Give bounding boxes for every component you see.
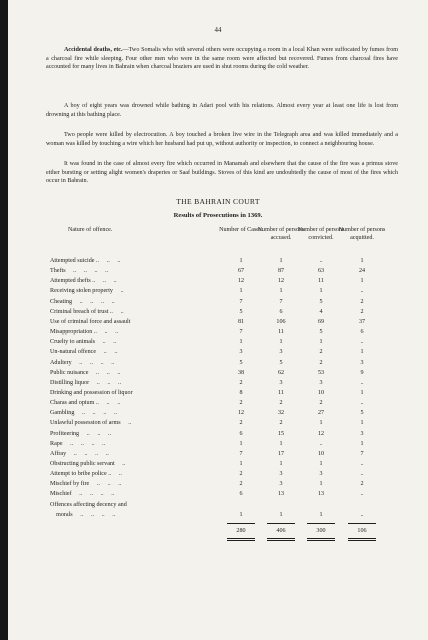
table-header-cases: Number of Cases. (219, 227, 263, 233)
table-cell-acquitted: .. (360, 339, 364, 346)
table-cell-cases: 2 (239, 420, 243, 427)
document-page (8, 0, 428, 640)
table-cell-cases: 12 (237, 278, 245, 285)
table-cell-acquitted: 1 (360, 389, 364, 396)
table-rule-acquitted (348, 523, 376, 524)
table-row-label: Mischief .. .. .. .. (50, 491, 115, 498)
paragraph-heading: Accidental deaths, etc. (64, 47, 123, 53)
table-cell-accused: 1 (279, 258, 283, 264)
table-cell-accused: 1 (279, 511, 283, 518)
table-cell-convicted: 5 (319, 298, 323, 305)
table-row-label: Attempted thefts .. .. .. (50, 278, 117, 285)
table-cell-accused: 1 (279, 461, 283, 467)
table-cell-convicted: .. (319, 258, 323, 264)
table-rule-cases (227, 523, 255, 524)
table-row-label: Mischief by fire .. .. .. (50, 481, 122, 488)
table-cell-cases: 1 (239, 511, 243, 518)
table-row-label: Adultery .. .. .. .. (50, 359, 115, 366)
table-cell-cases: 12 (237, 410, 245, 417)
table-cell-convicted: 13 (317, 491, 325, 498)
table-cell-accused: 11 (278, 329, 284, 336)
table-cell-cases: 7 (239, 450, 243, 457)
table-cell-acquitted: 5 (360, 410, 364, 417)
table-cell-acquitted: 2 (360, 308, 364, 315)
table-row-label: Cheating .. .. .. .. (50, 298, 115, 305)
table-cell-accused: 17 (277, 450, 285, 457)
table-cell-accused: 2 (279, 420, 283, 427)
table-row-label: Use of criminal force and assault (50, 318, 131, 325)
table-row-label: Public nuisance .. .. .. (50, 369, 121, 376)
table-cell-acquitted: 1 (360, 349, 364, 356)
table-cell-convicted: .. (319, 440, 323, 447)
table-cell-convicted: 2 (319, 359, 323, 366)
table-cell-convicted: 1 (319, 420, 323, 427)
table-cell-cases: 67 (237, 268, 245, 275)
table-cell-convicted: 12 (317, 430, 325, 437)
table-cell-convicted: 1 (319, 288, 323, 295)
table-cell-cases: 81 (237, 318, 245, 325)
table-row-label: Attempt to bribe police .. .. (50, 471, 122, 478)
table-total-underline-cases (227, 538, 255, 539)
paragraph-fires: It was found in the case of almost every fire which occurred in Manamah and elsewhere that the cause of the fire was a primus stove either bursting or setting alight women's draperies or Saaf buildings. Stoves of this kind are undoubtedly the cause of most of the fires which occur in Bahrain. (46, 161, 398, 185)
table-cell-cases: 2 (239, 400, 243, 407)
table-rule-accused (267, 523, 295, 524)
table-cell-acquitted: .. (360, 461, 364, 467)
table-cell-acquitted: 1 (360, 278, 364, 285)
table-cell-acquitted: .. (360, 511, 364, 518)
table-total-underline-accused (267, 538, 295, 539)
table-row-label: Criminal breach of trust .. .. (50, 308, 124, 315)
table-cell-convicted: 5 (319, 329, 323, 336)
table-total-underline2-convicted (307, 540, 335, 541)
table-row-label: Distilling liquor .. .. .. (50, 379, 122, 386)
table-cell-cases: 3 (239, 349, 243, 356)
table-total-cases: 280 (236, 527, 246, 534)
table-rule-convicted (307, 523, 335, 524)
table-cell-cases: 2 (239, 481, 243, 488)
table-row-label: Affray .. .. .. .. (50, 450, 109, 457)
table-cell-convicted: 10 (317, 389, 325, 396)
table-row-label: Cruelty to animals .. .. (50, 339, 117, 346)
table-total-underline2-acquitted (348, 540, 376, 541)
table-cell-cases: 2 (239, 471, 243, 478)
table-header-offence: Nature of offence. (68, 227, 113, 233)
table-cell-accused: 1 (279, 339, 283, 346)
table-cell-convicted: 2 (319, 400, 323, 407)
paragraph-drowning: A boy of eight years was drowned while bathing in Adari pool with his relations. Almost every year at least one life is lost from drowning at this bathing place. (46, 103, 398, 118)
table-row-label: Obstructing public servant .. (50, 461, 126, 467)
table-cell-convicted: 2 (319, 349, 323, 356)
table-cell-accused: 2 (279, 400, 283, 407)
table-cell-acquitted: 2 (360, 298, 364, 305)
table-cell-cases: 7 (239, 298, 243, 305)
table-cell-cases: 8 (239, 389, 243, 396)
table-cell-acquitted: 3 (360, 430, 364, 437)
table-row-label: Unlawful possession of arms .. (50, 420, 132, 427)
table-cell-accused: 62 (277, 369, 285, 376)
table-cell-acquitted: 1 (360, 258, 364, 264)
table-cell-accused: 13 (277, 491, 285, 498)
table-row-label: Gambling .. .. .. .. (50, 410, 118, 417)
table-row-label: morals .. .. .. .. (50, 511, 116, 518)
table-row-label: Un-natural offence .. .. (50, 349, 118, 356)
table-cell-cases: 1 (239, 288, 243, 295)
table-cell-convicted: 1 (319, 481, 323, 488)
table-cell-acquitted: .. (360, 471, 364, 478)
table-cell-convicted: 53 (317, 369, 325, 376)
table-cell-convicted: 11 (318, 278, 324, 285)
table-cell-acquitted: 37 (358, 318, 366, 325)
table-header-convicted: Number of persons convicted. (297, 227, 345, 241)
table-cell-cases: 2 (239, 379, 243, 386)
table-cell-accused: 15 (277, 430, 285, 437)
table-header-acquitted: Number of persons acquitted. (338, 227, 386, 241)
table-cell-acquitted: 24 (358, 268, 366, 275)
table-cell-accused: 3 (279, 481, 283, 488)
table-cell-cases: 1 (239, 258, 243, 264)
table-cell-cases: 1 (239, 440, 243, 447)
paragraph-accidental-deaths (46, 46, 398, 72)
table-cell-convicted: 4 (319, 308, 323, 315)
table-cell-accused: 106 (276, 318, 286, 325)
table-cell-acquitted: 1 (360, 420, 364, 427)
table-cell-accused: 87 (277, 268, 285, 275)
table-row-label: Profiteering .. .. .. (50, 430, 112, 437)
table-cell-accused: 11 (278, 389, 284, 396)
table-cell-convicted: 1 (319, 339, 323, 346)
table-cell-cases: 6 (239, 491, 243, 498)
table-cell-cases: 1 (239, 339, 243, 346)
table-row-label: Receiving stolen property .. (50, 288, 124, 295)
table-cell-acquitted: .. (360, 491, 364, 498)
table-cell-accused: 3 (279, 349, 283, 356)
table-header-accused: Number of persons accused. (257, 227, 305, 241)
page-number: 44 (214, 26, 222, 34)
table-cell-acquitted: .. (360, 379, 364, 386)
table-cell-cases: 7 (239, 329, 243, 336)
table-row-label: Drinking and possession of liquor (50, 389, 133, 396)
table-cell-convicted: 27 (317, 410, 325, 417)
table-total-underline2-accused (267, 540, 295, 541)
table-cell-convicted: 1 (319, 461, 323, 467)
table-cell-accused: 1 (279, 288, 283, 295)
table-cell-acquitted: 6 (360, 329, 364, 336)
table-title: Results of Prosecutions in 1369. (173, 212, 263, 219)
table-cell-acquitted: 7 (360, 450, 364, 457)
table-cell-cases: 5 (239, 308, 243, 315)
section-title: THE BAHRAIN COURT (176, 197, 260, 206)
table-cell-accused: 7 (279, 298, 283, 305)
table-row-label: Rape .. .. .. .. (50, 440, 106, 447)
table-total-underline-acquitted (348, 538, 376, 539)
table-cell-acquitted: .. (360, 288, 364, 295)
table-cell-convicted: 63 (317, 268, 325, 275)
table-cell-convicted: 1 (319, 511, 323, 518)
table-cell-accused: 6 (279, 308, 283, 315)
table-cell-cases: 1 (239, 461, 243, 467)
table-row-label: Attempted suicide .. .. .. (50, 258, 121, 264)
table-total-underline2-cases (227, 540, 255, 541)
table-cell-convicted: 69 (317, 318, 325, 325)
table-cell-accused: 3 (279, 379, 283, 386)
table-total-accused: 406 (276, 527, 286, 534)
table-cell-accused: 32 (277, 410, 285, 417)
table-cell-acquitted: 3 (360, 359, 364, 366)
table-row-label: Offences affecting decency and (50, 501, 127, 508)
table-cell-acquitted: 1 (360, 440, 364, 447)
table-row-label: Misappropriation .. .. .. (50, 329, 119, 336)
paragraph-electrocution: Two people were killed by electrocution. A boy touched a broken live wire in the Telegraph area and was killed immediately and a woman was killed by touching a wire which her husband had put up, without authority or inspection, to connect a neighbouring house. (46, 132, 398, 147)
table-cell-acquitted: .. (360, 400, 364, 407)
paragraph-text: —Two Somalis who with several others were occupying a room in a local Khan were suffocated by fumes from a charcoal fire while sleeping. Four other men who were in the same room were affected but recovered. Fumes from charcoal fires have accounted for many lives in Bahrain when charcoal braziers are used in shut rooms during the cold weather. (46, 47, 399, 71)
table-total-underline-convicted (307, 538, 335, 539)
table-cell-convicted: 3 (319, 471, 323, 478)
table-cell-cases: 5 (239, 359, 243, 366)
table-cell-accused: 12 (277, 278, 285, 285)
table-cell-convicted: 10 (317, 450, 325, 457)
table-cell-accused: 3 (279, 471, 283, 478)
table-total-acquitted: 106 (357, 527, 367, 534)
table-cell-acquitted: 2 (360, 481, 364, 488)
table-cell-cases: 38 (237, 369, 245, 376)
table-row-label: Thefts .. .. .. .. (50, 268, 109, 275)
table-cell-accused: 5 (279, 359, 283, 366)
table-row-label: Charas and opium .. .. .. (50, 400, 121, 407)
table-cell-cases: 6 (239, 430, 243, 437)
table-cell-accused: 1 (279, 440, 283, 447)
table-cell-acquitted: 9 (360, 369, 364, 376)
table-cell-convicted: 3 (319, 379, 323, 386)
table-total-convicted: 300 (316, 527, 326, 534)
